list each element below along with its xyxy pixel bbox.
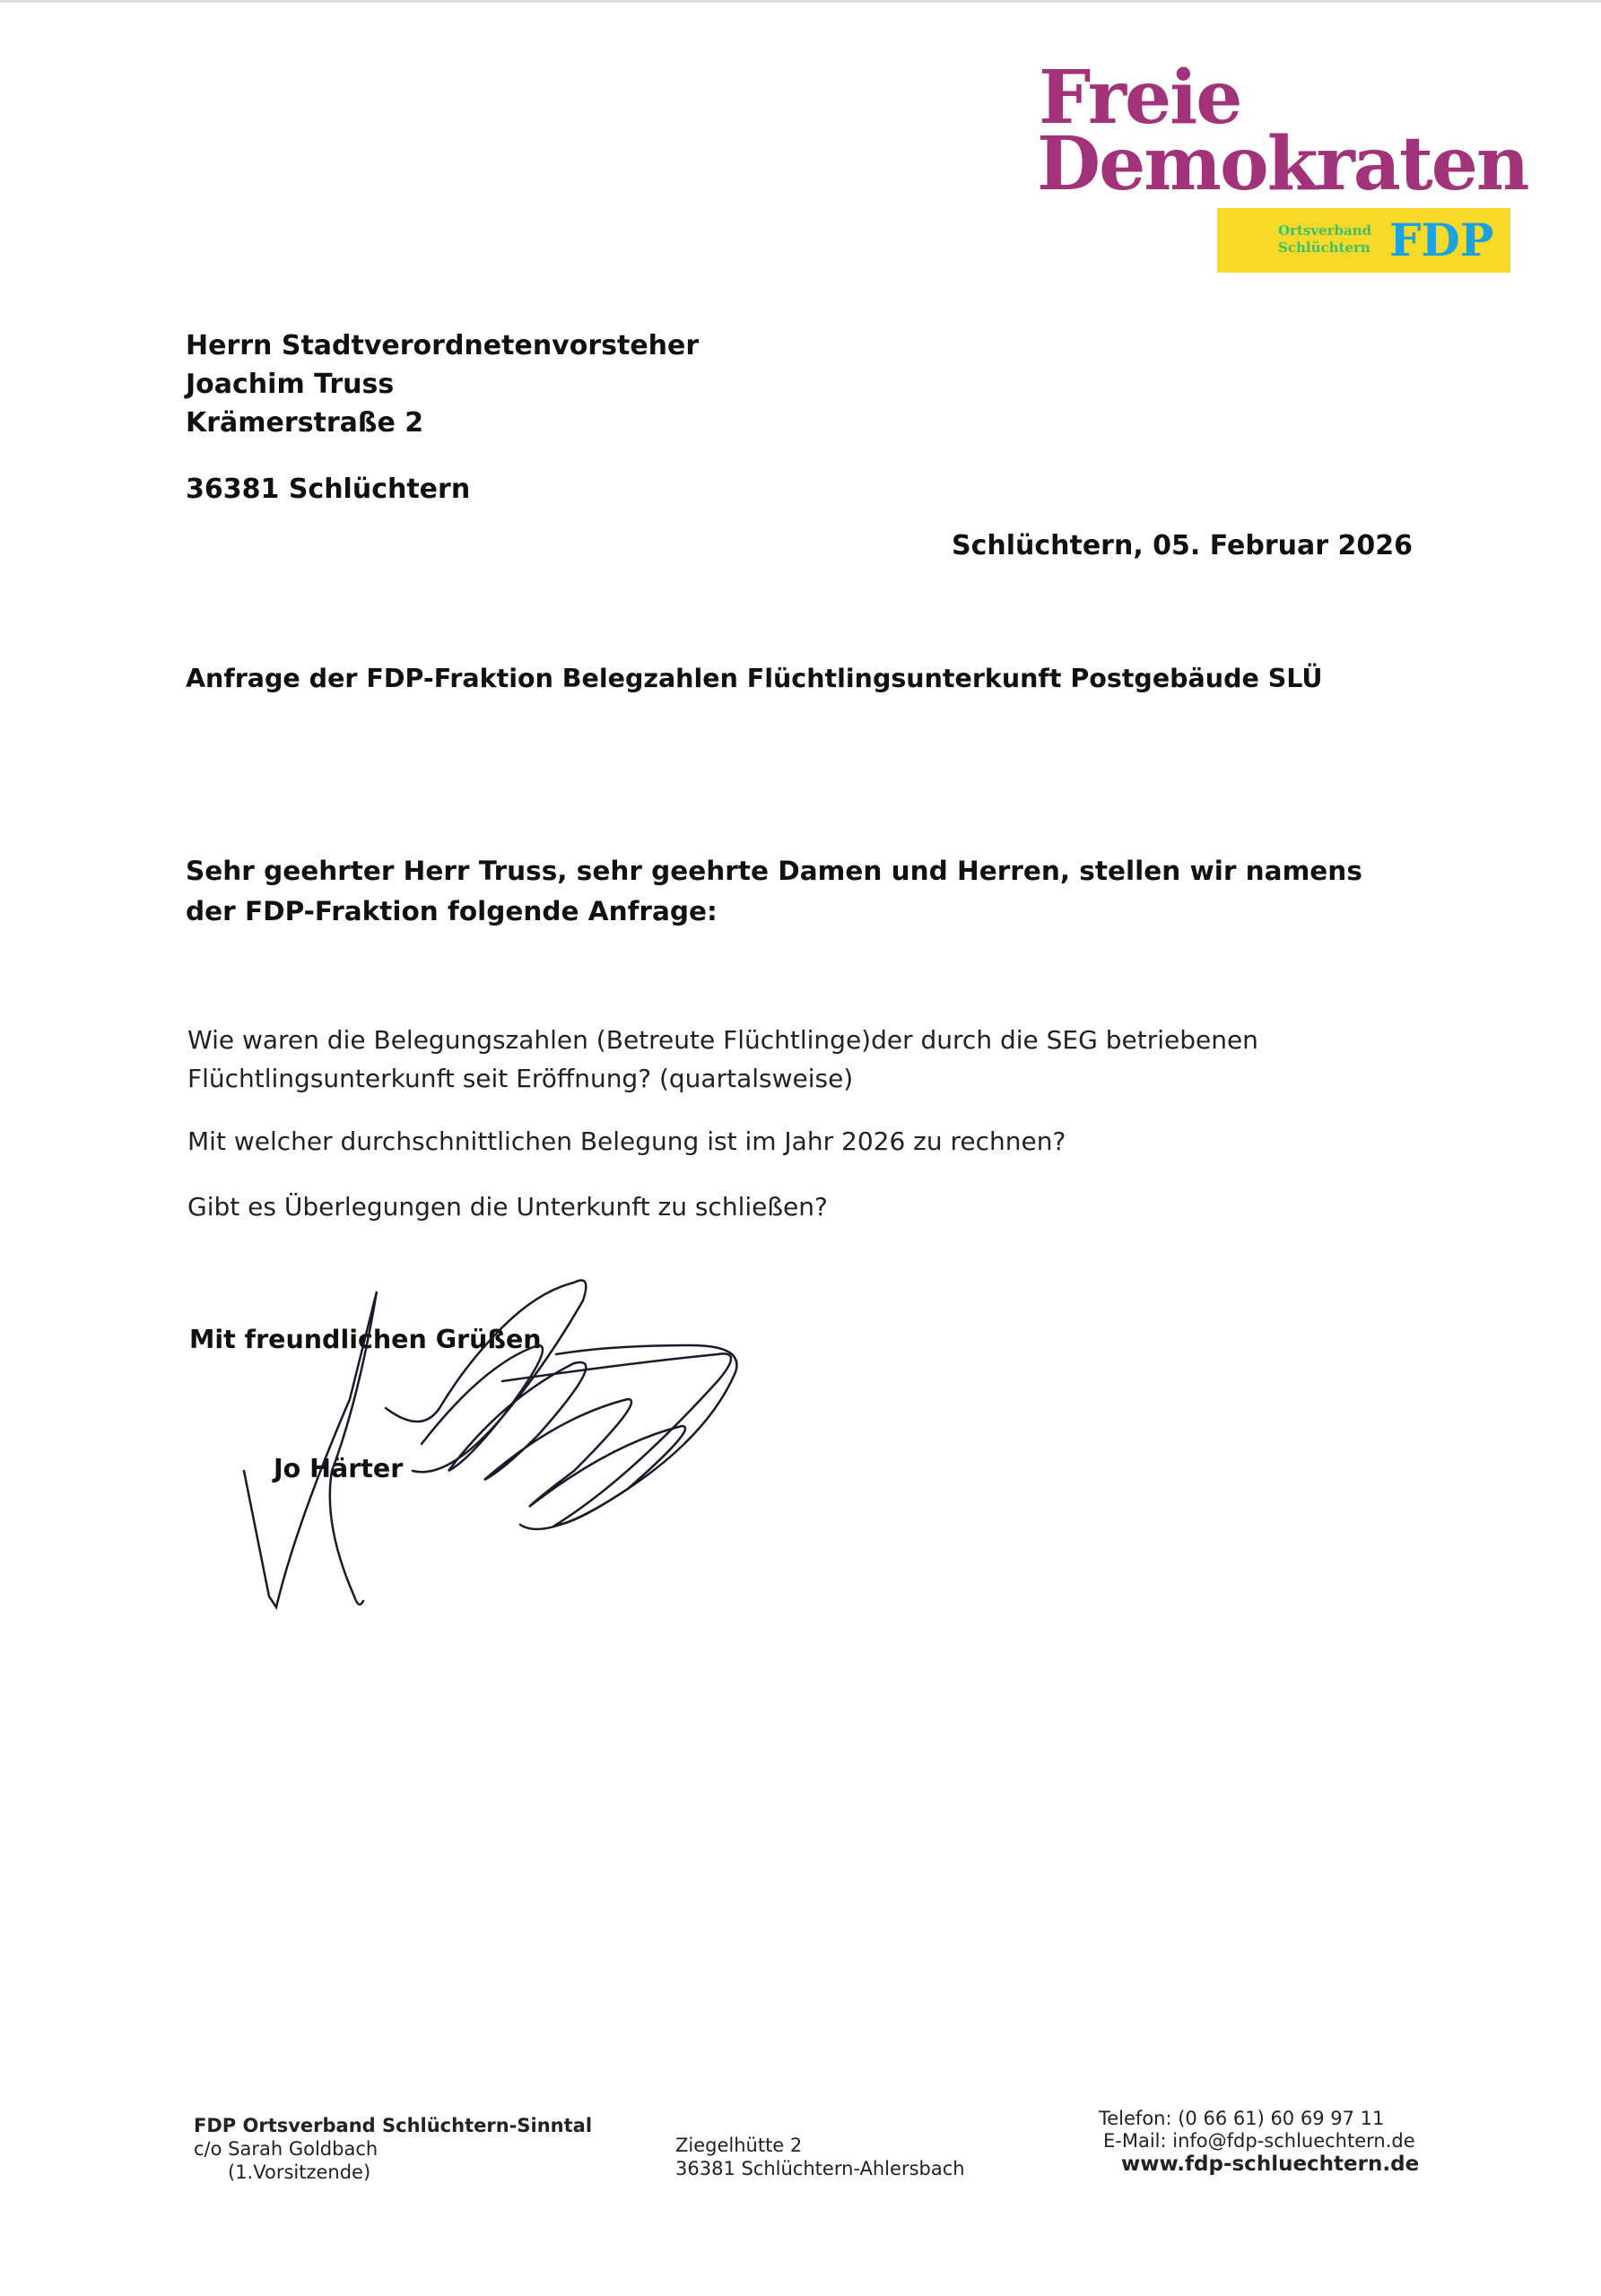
closing: Mit freundlichen Grüßen xyxy=(189,1325,542,1354)
salutation-line2: der FDP-Fraktion folgende Anfrage: xyxy=(186,896,718,926)
recipient-line1: Herrn Stadtverordnetenvorsteher xyxy=(186,330,700,361)
signer-name: Jo Härter xyxy=(274,1454,404,1483)
footer-phone: Telefon: (0 66 61) 60 69 97 11 xyxy=(1099,2108,1385,2129)
recipient-line2: Joachim Truss xyxy=(186,369,395,400)
logo-badge-sub2: Schlüchtern xyxy=(1278,239,1370,256)
recipient-city: 36381 Schlüchtern xyxy=(186,474,471,505)
letter-date: Schlüchtern, 05. Februar 2026 xyxy=(951,530,1413,561)
question-1-line1: Wie waren die Belegungszahlen (Betreute Flüchtlinge)der durch die SEG betriebenen xyxy=(187,1025,1258,1055)
footer-website[interactable]: www.fdp-schluechtern.de xyxy=(1121,2152,1420,2176)
letter-subject: Anfrage der FDP-Fraktion Belegzahlen Flüchtlingsunterkunft Postgebäude SLÜ xyxy=(186,664,1323,693)
question-3: Gibt es Überlegungen die Unterkunft zu schließen? xyxy=(187,1192,828,1222)
footer-co: c/o Sarah Goldbach xyxy=(194,2138,378,2160)
question-1-line2: Flüchtlingsunterkunft seit Eröffnung? (quartalsweise) xyxy=(187,1064,854,1093)
question-2: Mit welcher durchschnittlichen Belegung ist im Jahr 2026 zu rechnen? xyxy=(187,1126,1066,1156)
footer-city: 36381 Schlüchtern-Ahlersbach xyxy=(675,2158,965,2179)
logo-badge-sub1: Ortsverband xyxy=(1278,222,1372,239)
logo-line-freie: Freie xyxy=(1039,55,1241,141)
salutation-line1: Sehr geehrter Herr Truss, sehr geehrte Damen und Herren, stellen wir namens xyxy=(186,856,1362,886)
footer-street: Ziegelhütte 2 xyxy=(675,2135,803,2156)
footer-org: FDP Ortsverband Schlüchtern-Sinntal xyxy=(194,2115,593,2136)
logo-line-demokraten: Demokraten xyxy=(1037,121,1528,207)
footer-role: (1.Vorsitzende) xyxy=(228,2161,371,2183)
logo-badge-fdp: FDP xyxy=(1389,213,1494,266)
footer-email[interactable]: E-Mail: info@fdp-schluechtern.de xyxy=(1103,2130,1415,2152)
recipient-line3: Krämerstraße 2 xyxy=(186,407,424,439)
